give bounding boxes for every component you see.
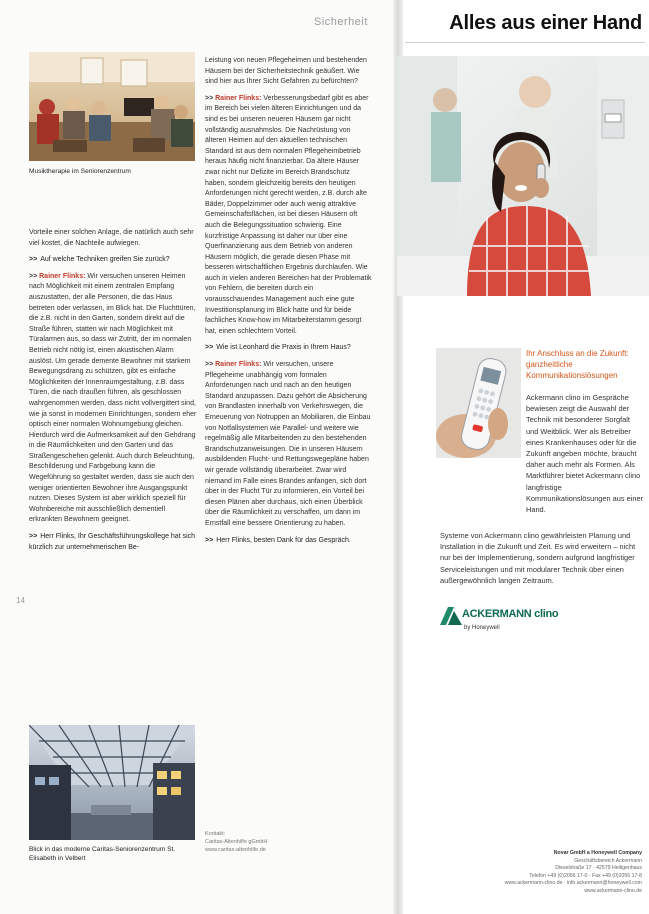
photo-atrium <box>29 725 195 840</box>
article-column-1 <box>29 228 197 559</box>
photo-handset <box>436 348 521 458</box>
answer-3-speaker: Rainer Flinks: <box>215 361 262 369</box>
logo-brand-text: ACKERMANN clino <box>462 608 559 620</box>
info-paragraph-2: Systeme von Ackermann clino gewährleisten Planung und Installation in die Zukunft und Zeit. Es wird erweitern – nicht nur bei der Implementierung, sondern aufgrund langfristiger Serviceleistungen und mit modularer Technik über einen außergewöhnlich langen Zeitraum. <box>440 531 636 585</box>
arrow-icon: >> <box>29 533 38 541</box>
page-number: 14 <box>16 596 25 605</box>
answer-3 <box>205 360 373 530</box>
photo-hospital-phone <box>397 56 649 296</box>
question-3-text: Wie ist Leonhard die Praxis in Ihrem Haus? <box>216 344 351 352</box>
question-3 <box>205 343 373 354</box>
closing-line <box>205 536 373 547</box>
photo-music-therapy <box>29 52 195 161</box>
callout-heading: Ihr Anschluss an die Zukunft: ganzheitliche Kommunikationslösungen <box>526 349 629 380</box>
info-block <box>526 392 644 523</box>
answer-1-speaker: Rainer Flinks: <box>39 272 86 280</box>
company-line-4: www.ackermann-clino.de · info.ackermann@honeywell.com <box>504 880 642 887</box>
answer-1-text: Wir versuchen unseren Heimen nach Möglichkeit mit einem zentralen Empfang auszustatten, der alle Personen, die das Haus betreten oder verlassen, im Blick hat. Die Fluchttüren, die z.B. nicht in den Garten, sondern direkt auf die Straße führen, statten wir nach Möglichkeit mit Türalarmen aus, so dass wir Zutritt, der im normalen Betrieb nicht nötig ist, einen akustischen Alarm auslöst. Um gerade demente Bewohner mit starkem Bewegungsdrang zu schützen, gibt es einfache Möglichkeiten der Innenraumgestaltung, z.B. dass Türen, die nach draußen führen, als geschlossen wahrgenommen werden, dass nicht vollvergittert sind, wie ja sonst in modernen Einrichtungen, sondern eher optisch einer normalen Wohnumgebung gleichen. Hierdurch wird die Aufmerksamkeit auf den Gehdrang in die Räumlichkeiten und den Garten und das Straßengeschehen gelenkt. Auch durch Beleuchtung, Beschilderung und Farbgebung kann die Wegeführung so gestaltet werden, dass sie auch den weniger orientierten Bewohner ihre Ausgangspunkt nutzen. Dieses System ist aber wirklich speziell für Wohnbereiche mit ausschließlich dementiell erkrankten Bewohnern geeignet. <box>29 272 197 524</box>
music-therapy-illustration <box>29 52 195 161</box>
ackermann-logo-icon <box>440 607 462 625</box>
credits-line-2: www.caritas-altenhilfe.de <box>205 847 266 853</box>
info-block-2 <box>440 530 644 593</box>
credits-line-1: Caritas-Altenhilfe gGmbH <box>205 839 268 845</box>
page-title: Alles aus einer Hand <box>449 12 642 34</box>
answer-3-text: Wir versuchen, unsere Pflegeheime unabhängig vom formalen Anforderungen nach und nach an den heutigen Standard anzupassen. Dazu gehört die Absicherung von Brandlasten innerhalb von Verkehrswegen, die Erneuerung von Notruppen an Mobiliaren, die Einbau von Notfallsystemen wie Parallel- und weitere wie regelmäßig alle Mitarbeitenden zu den bestehenden Brandschutzanweisungen. Die in unseren Häusern ausbildenden Flucht- und Rettungswegepläne haben wir gerade vollständig überarbeitet. Zwar wird niemand im Falle eines Brandes anfangen, sich dort über in der Flucht Tür zu informieren, ein Vorteil bei diesen Plänen aber durchaus, sich einen Überblick über die Räumlichkeit zu verschaffen, um dann im Ernstfall eine bessere Orientierung zu haben. <box>205 361 371 527</box>
caption-music-therapy: Musiktherapie im Seniorenzentrum <box>29 168 131 175</box>
col1-end-text: Herr Flinks, Ihr Geschäftsführungskollege hat sich kürzlich zur unternehmerischen Be- <box>29 533 196 551</box>
handset-illustration <box>436 348 521 458</box>
answer-2 <box>205 94 373 338</box>
closing-text: Herr Flinks, besten Dank für das Gespräch. <box>216 536 351 544</box>
col1-intro: Vorteile einer solchen Anlage, die natürlich auch sehr viel kostet, die Nachteile aufwiegen. <box>29 229 194 247</box>
answer-2-text: Verbesserungsbedarf gibt es aber im Bereich bei vielen älteren Einrichtungen und da sind es bei unseren neueren Häusern gar nicht vollständig ausnahmslos. Die Nachrüstung von älteren Heimen auf den aktuellen technischen Standard ist aus dem normalen Pflegeheimbetrieb heraus häufig nicht finanzierbar. Da ältere Häuser zwar nicht nur Defizite im Bereich Brandschutz haben, sondern gleichzeitig bereits den heutigen Anforderungen nicht gerecht werden, z.B. durch alte Bäder, Doppelzimmer oder auch wenig attraktive Gemeinschaftsflächen, ist bei diesen Häusern oft auch die Belegungssituation schwierig. Eine kurzfristige Anpassung ist daher nur über eine Querfinanzierung aus dem Betrieb von anderen Häusern möglich, die gerade diesen Phase mit besseren wirtschaftlichen Ergebnis durchlaufen. Wie auch in vielen anderen Bereichen hat der Problematik von Fehlern, die bereiten durch ein vorausschauendes Management auch eine gute Investitionsplanung im Blick hatte und für beide fachliches Know-how im Mitarbeiterstamm gesorgt hat, einen schlechtern Vorteil. <box>205 94 372 335</box>
arrow-icon: >> <box>29 272 40 280</box>
credits-block <box>205 830 365 854</box>
company-name: Novar GmbH a Honeywell Company <box>553 850 642 856</box>
arrow-icon: >> <box>205 94 216 102</box>
arrow-icon: >> <box>205 536 214 544</box>
title-divider <box>405 42 645 43</box>
company-line-2: Dieselstraße 17 · 42579 Heiligenhaus <box>555 865 642 872</box>
arrow-icon: >> <box>205 344 214 352</box>
answer-1 <box>29 272 197 526</box>
company-line-1: Geschäftsbereich Ackermann <box>574 857 642 864</box>
question-1-text: Auf welche Techniken greifen Sie zurück? <box>40 256 170 264</box>
info-paragraph-1: Ackermann clino im Gespräche bewiesen zeigt die Auswahl der Technik mit besonderer Sorgfalt und Weitblick. Wer als Betreiber eines Krankenhauses oder für die Zukunft angeben möchte, braucht daher auch mehr als Formen. Als Marktführer bietet Ackermann clino langfristige Kommunikationslösungen aus einer Hand. <box>526 393 644 515</box>
arrow-icon: >> <box>205 361 216 369</box>
credits-label: Kontakt: <box>205 831 226 837</box>
arrow-icon: >> <box>29 256 38 264</box>
caption-atrium: Blick in das moderne Caritas-Seniorenzentrum St. Elisabeth in Velbert <box>29 846 176 862</box>
hospital-phone-illustration <box>397 56 649 296</box>
answer-2-speaker: Rainer Flinks: <box>215 94 262 102</box>
atrium-illustration <box>29 725 195 840</box>
company-line-3: Telefon +49 (0)2056 17-0 · Fax +49 (0)2056 17-8 <box>529 872 642 879</box>
company-address <box>470 850 642 896</box>
company-line-5: www.ackermann-clino.de <box>584 887 642 894</box>
article-column-2 <box>205 56 373 552</box>
col2-start: Leistung von neuen Pflegeheimen und bestehenden Häusern bei der Sicherheitstechnik geäußert. Wie sind hier aus Ihrer Sicht Gefahren zu befürchten? <box>205 57 367 86</box>
col1-end-question <box>29 532 197 553</box>
ackermann-logo <box>440 605 560 637</box>
logo-sub-text: by Honeywell <box>464 625 500 631</box>
section-label: Sicherheit <box>314 16 368 28</box>
question-1 <box>29 255 197 266</box>
